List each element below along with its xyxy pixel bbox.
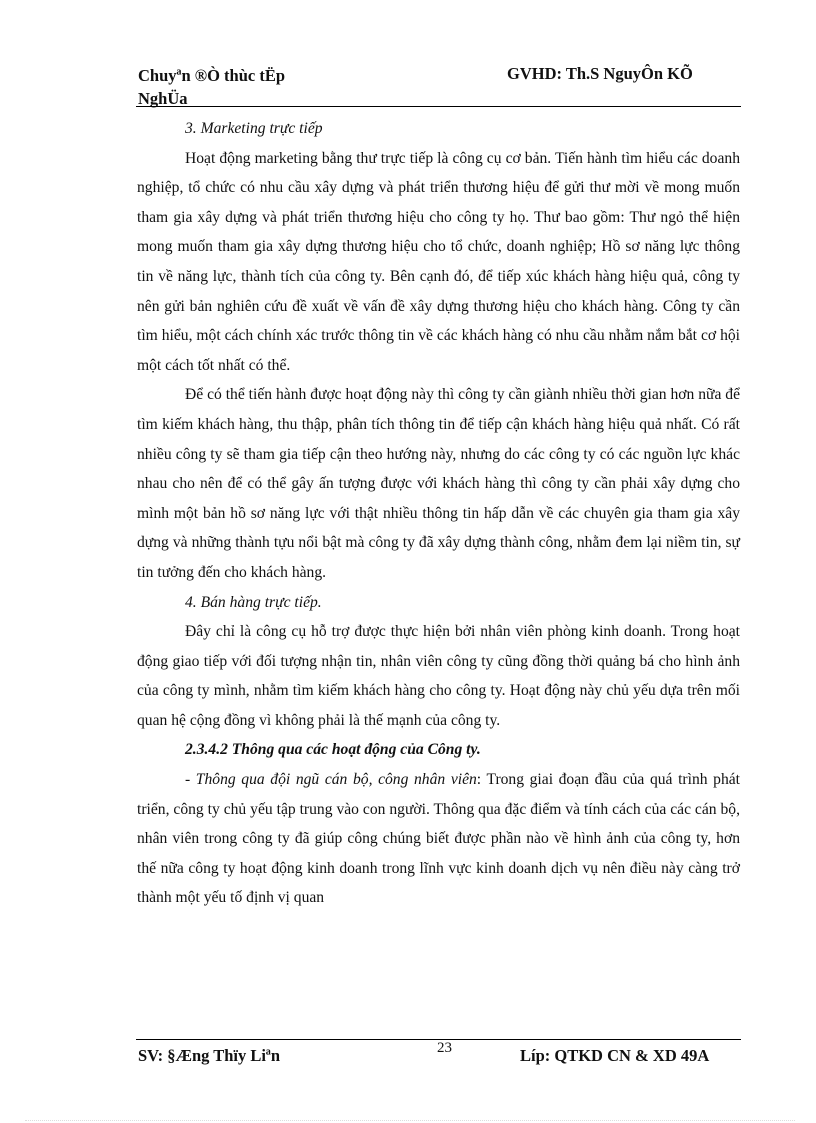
header-left [138,64,285,110]
paragraph-4-text: : Trong giai đoạn đầu của quá trình phát triển, công ty chủ yếu tập trung vào con người. Thông qua đặc điểm và tính cách của các cán bộ, nhân viên trong công ty đã giúp công chúng biết được phần nào về hình ảnh của công ty, hơn thế nữa công ty hoạt động kinh doanh trong lĩnh vực kinh doanh dịch vụ nên điều này càng trở thành một yếu tố định vị quan [137,771,741,907]
section-heading-marketing: 3. Marketing trực tiếp [185,120,323,137]
page-edge [25,1120,795,1121]
header-supervisor: GVHD: Th.S NguyÔn KÕ [507,64,693,83]
paragraph-1: Hoạt động marketing bằng thư trực tiếp là công cụ cơ bản. Tiến hành tìm hiểu các doanh nghiệp, tổ chức có nhu cầu xây dựng và phát triển thương hiệu để gửi thư mời về mong muốn tham gia xây dựng và phát triển thương hiệu cho công ty họ. Thư bao gồm: Thư ngỏ thể hiện mong muốn tham gia xây dựng thương hiệu cho tổ chức, doanh nghiệp; Hồ sơ năng lực thông tin về năng lực, thành tích của công ty. Bên cạnh đó, để tiếp xúc khách hàng hiệu quả, công ty nên gửi bản nghiên cứu đề xuất về vấn đề xây dựng thương hiệu cho khách hàng. Công ty cần tìm hiểu, một cách chính xác trước thông tin về các khách hàng có nhu cầu nhằm nắm bắt cơ hội một cách tốt nhất có thể. [137,149,740,374]
paragraph-4-lead: - Thông qua đội ngũ cán bộ, công nhân viên [185,771,477,789]
paragraph-4 [137,765,740,913]
section-heading-direct-sales: 4. Bán hàng trực tiếp. [185,593,322,611]
footer-student: SV: §Æng Thïy Liªn [138,1046,281,1065]
page-number: 23 [437,1040,452,1056]
header-rule [136,106,741,107]
paragraph-2: Để có thể tiến hành được hoạt động này thì công ty cần giành nhiều thời gian hơn nữa để tìm kiếm khách hàng, thu thập, phân tích thông tin để tiếp cận khách hàng hiệu quả nhất. Có rất nhiều công ty sẽ tham gia tiếp cận theo hướng này, nhưng do các công ty có các nguồn lực khác nhau cho nên để có thể gây ấn tượng được với khách hàng thì công ty cần phải xây dựng cho mình một bản hồ sơ năng lực với thật nhiều thông tin hấp dẫn về các chuyên gia tham gia xây dựng và những thành tựu nổi bật mà công ty đã xây dựng thành công, nhằm đem lại niềm tin, sự tin tưởng đến cho khách hàng. [137,386,740,581]
footer-class: Líp: QTKD CN & XD 49A [520,1046,710,1065]
header-title-line2: NghÜa [138,89,188,108]
page-body [137,114,740,913]
paragraph-3: Đây chỉ là công cụ hỗ trợ được thực hiện bởi nhân viên phòng kinh doanh. Trong hoạt động giao tiếp với đối tượng nhận tin, nhân viên công ty cũng đồng thời quảng bá cho hình ảnh của công ty mình, nhằm tìm kiếm khách hàng cho công ty. Hoạt động này chủ yếu dựa trên mối quan hệ cộng đồng vì không phải là thế mạnh của công ty. [137,623,740,729]
header-title-line1: Chuyªn ®Ò thùc tËp [138,66,286,85]
subsection-heading: 2.3.4.2 Thông qua các hoạt động của Công ty. [185,741,481,759]
